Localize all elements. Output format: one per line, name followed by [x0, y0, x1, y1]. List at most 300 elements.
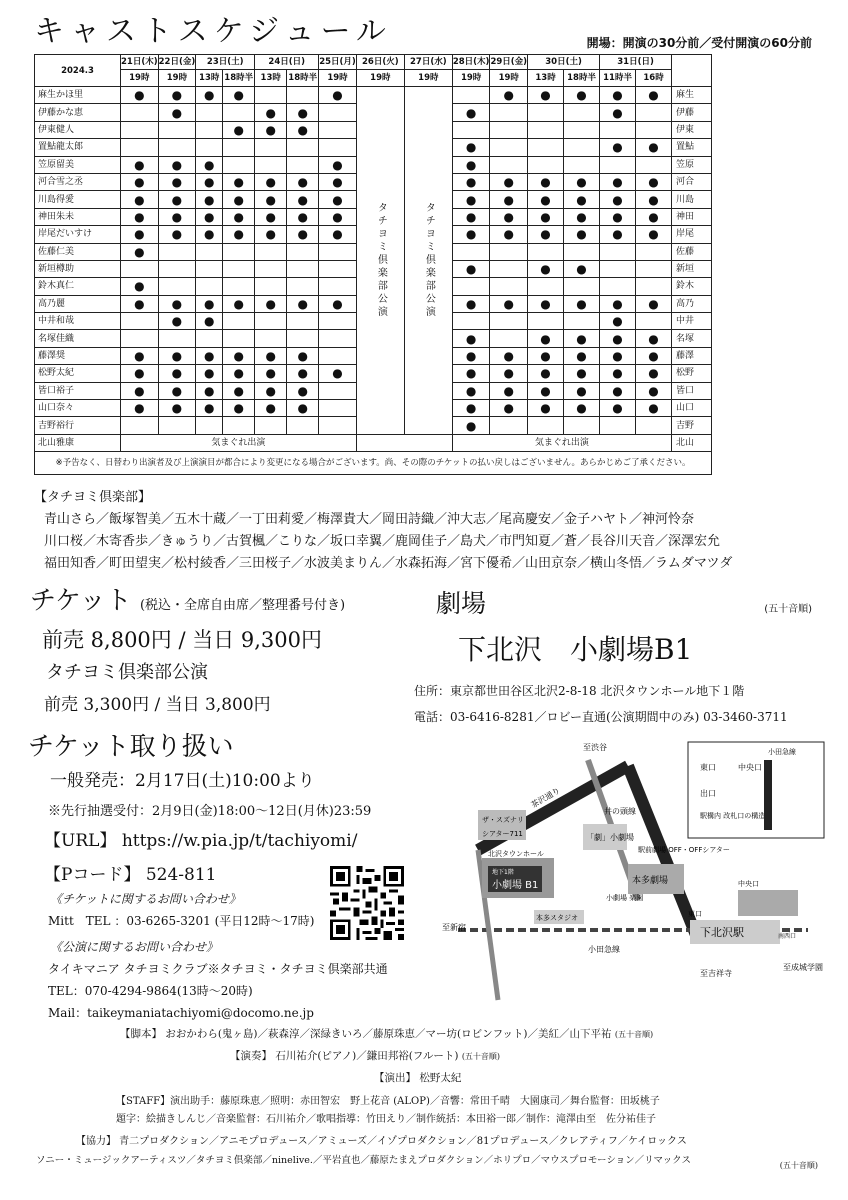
- time-header: 18時半: [287, 70, 319, 87]
- appearance-dot: ●: [319, 156, 357, 173]
- empty-cell: [121, 417, 159, 434]
- appearance-dot: ●: [121, 295, 159, 312]
- cast-schedule-table: [34, 54, 712, 475]
- appearance-dot: ●: [564, 347, 600, 364]
- credit-music: [230, 1048, 500, 1063]
- empty-cell: [490, 260, 528, 277]
- credit-script-note: (五十音順): [614, 1030, 654, 1039]
- cast-short-name: 高乃: [672, 295, 712, 312]
- map-gekishou: 「劇」小劇場: [586, 833, 634, 842]
- empty-cell: [158, 330, 196, 347]
- appearance-dot: ●: [158, 347, 196, 364]
- appearance-dot: ●: [564, 87, 600, 104]
- cast-short-name: 佐藤: [672, 243, 712, 260]
- appearance-dot: ●: [196, 347, 223, 364]
- appearance-dot: ●: [452, 191, 490, 208]
- cast-name: 置鮎龍太郎: [35, 139, 121, 156]
- appearance-dot: ●: [490, 365, 528, 382]
- appearance-dot: ●: [223, 400, 255, 417]
- empty-cell: [600, 156, 636, 173]
- empty-cell: [287, 330, 319, 347]
- presale-lottery: ※先行抽選受付：2月9日(金)18:00～12日(月休)23:59: [48, 804, 372, 819]
- empty-cell: [490, 156, 528, 173]
- empty-cell: [121, 330, 159, 347]
- appearance-dot: ●: [452, 139, 490, 156]
- empty-cell: [196, 260, 223, 277]
- empty-cell: [255, 156, 287, 173]
- empty-cell: [600, 417, 636, 434]
- guest-note: 気まぐれ出演: [121, 434, 357, 451]
- map-to-shinjuku: 至新宿: [442, 923, 466, 932]
- guest-short-name: 北山: [672, 434, 712, 451]
- empty-cell: [600, 243, 636, 260]
- empty-cell: [223, 330, 255, 347]
- map-suzunari: ザ・スズナリ: [482, 816, 524, 824]
- time-header: 19時: [158, 70, 196, 87]
- appearance-dot: ●: [255, 191, 287, 208]
- empty-cell: [452, 87, 490, 104]
- appearance-dot: ●: [528, 226, 564, 243]
- empty-cell: [196, 121, 223, 138]
- appearance-dot: ●: [255, 365, 287, 382]
- appearance-dot: ●: [452, 208, 490, 225]
- map-town-hall: 北沢タウンホール: [488, 850, 544, 858]
- ticket-url-link[interactable]: 【URL】 https://w.pia.jp/t/tachiyomi/: [44, 831, 358, 851]
- appearance-dot: ●: [287, 173, 319, 190]
- credit-staff-2: 題字：絵描きしんじ／音楽監督：石川祐介／歌唱指導：竹田えり／制作統括：本田裕一郎／制作：滝澤由至 佐分祐佳子: [116, 1114, 656, 1125]
- appearance-dot: ●: [121, 382, 159, 399]
- ticket-handling-title: チケット取り扱い: [28, 732, 234, 762]
- empty-cell: [223, 417, 255, 434]
- appearance-dot: ●: [490, 295, 528, 312]
- empty-cell: [528, 278, 564, 295]
- appearance-dot: ●: [564, 173, 600, 190]
- cast-short-name: 松野: [672, 365, 712, 382]
- appearance-dot: ●: [287, 365, 319, 382]
- appearance-dot: ●: [528, 330, 564, 347]
- cast-short-name: 中井: [672, 313, 712, 330]
- club-members-line: 青山さら／飯塚智美／五木十蔵／一丁田莉愛／梅澤貴大／岡田詩織／沖大志／尾高慶安／金子ハヤト／神河怜奈: [44, 512, 695, 527]
- qr-code[interactable]: [330, 866, 404, 940]
- cast-name: 藤澤奨: [35, 347, 121, 364]
- appearance-dot: ●: [600, 173, 636, 190]
- cast-short-name: 置鮎: [672, 139, 712, 156]
- empty-cell: [452, 121, 490, 138]
- map-south-west-exit: 南西口: [778, 933, 797, 940]
- appearance-dot: ●: [158, 104, 196, 121]
- appearance-dot: ●: [452, 347, 490, 364]
- appearance-dot: ●: [196, 156, 223, 173]
- date-header: 31日(日): [600, 55, 672, 70]
- map-to-seijo: 至成城学園: [783, 963, 823, 972]
- appearance-dot: ●: [452, 400, 490, 417]
- time-header: 19時: [356, 70, 404, 87]
- empty-cell: [255, 243, 287, 260]
- club-members-line: 福田知香／町田望実／松村綾香／三田桜子／水波美まりん／水森拓海／宮下優希／山田京奈／横山冬悟／ラムダマツダ: [44, 556, 733, 571]
- empty-cell: [490, 243, 528, 260]
- guest-note: 気まぐれ出演: [452, 434, 671, 451]
- empty-cell: [319, 417, 357, 434]
- map-rakuen: 小劇場 楽園: [606, 894, 644, 902]
- cast-short-name: 岸尾: [672, 226, 712, 243]
- cast-name: 松野太紀: [35, 365, 121, 382]
- appearance-dot: ●: [121, 347, 159, 364]
- appearance-dot: ●: [490, 400, 528, 417]
- appearance-dot: ●: [255, 347, 287, 364]
- appearance-dot: ●: [452, 417, 490, 434]
- appearance-dot: ●: [452, 156, 490, 173]
- appearance-dot: ●: [196, 313, 223, 330]
- appearance-dot: ●: [636, 87, 672, 104]
- empty-cell: [636, 278, 672, 295]
- credit-staff-1: 【STAFF】演出助手：藤原珠恵／照明：赤田智宏 野上花音 (ALOP)／音響：常田千晴 大園康司／舞台監督：田坂桃子: [116, 1096, 660, 1107]
- ticket-title: [30, 580, 345, 617]
- empty-cell: [564, 417, 600, 434]
- theater-heading: 劇場: [436, 589, 487, 618]
- appearance-dot: ●: [121, 226, 159, 243]
- map-central-exit: 中央口: [738, 880, 759, 888]
- date-header: 27日(水): [404, 55, 452, 70]
- empty-cell: [223, 313, 255, 330]
- cast-name: 鈴木真仁: [35, 278, 121, 295]
- cast-name: 名塚佳織: [35, 330, 121, 347]
- theater-phone: 電話：03-6416-8281／ロビー直通(公演期間中のみ) 03-3460-3711: [414, 710, 788, 724]
- ticket-subtitle: (税込・全席自由席／整理番号付き): [139, 598, 346, 613]
- appearance-dot: ●: [636, 365, 672, 382]
- appearance-dot: ●: [452, 104, 490, 121]
- appearance-dot: ●: [490, 382, 528, 399]
- cast-short-name: 山口: [672, 400, 712, 417]
- appearance-dot: ●: [528, 173, 564, 190]
- appearance-dot: ●: [158, 365, 196, 382]
- cast-short-name: 皆口: [672, 382, 712, 399]
- appearance-dot: ●: [636, 330, 672, 347]
- club-performance-cell: タチヨミ倶楽部公演: [404, 87, 452, 435]
- time-header: 18時半: [564, 70, 600, 87]
- cast-name: 高乃麗: [35, 295, 121, 312]
- empty-cell: [121, 260, 159, 277]
- cast-short-name: 鈴木: [672, 278, 712, 295]
- empty-cell: [287, 139, 319, 156]
- appearance-dot: ●: [255, 295, 287, 312]
- empty-cell: [319, 260, 357, 277]
- appearance-dot: ●: [158, 400, 196, 417]
- appearance-dot: ●: [158, 313, 196, 330]
- appearance-dot: ●: [287, 208, 319, 225]
- empty-cell: [287, 313, 319, 330]
- cast-short-name: 麻生: [672, 87, 712, 104]
- appearance-dot: ●: [287, 191, 319, 208]
- appearance-dot: ●: [223, 191, 255, 208]
- appearance-dot: ●: [223, 382, 255, 399]
- appearance-dot: ●: [121, 208, 159, 225]
- empty-cell: [564, 313, 600, 330]
- empty-cell: [319, 347, 357, 364]
- theater-address: 住所：東京都世田谷区北沢2-8-18 北沢タウンホール地下１階: [414, 684, 745, 698]
- appearance-dot: ●: [600, 191, 636, 208]
- map-b1: 小劇場 B1: [492, 880, 539, 891]
- map-inokashira: 井の頭線: [604, 807, 636, 816]
- empty-cell: [452, 243, 490, 260]
- cast-name: 伊東健人: [35, 121, 121, 138]
- appearance-dot: ●: [196, 400, 223, 417]
- show-inquiry-mail[interactable]: Mail：taikeymaniatachiyomi@docomo.ne.jp: [48, 1006, 314, 1020]
- empty-cell: [319, 278, 357, 295]
- appearance-dot: ●: [600, 295, 636, 312]
- empty-cell: [255, 260, 287, 277]
- appearance-dot: ●: [636, 139, 672, 156]
- empty-cell: [490, 278, 528, 295]
- date-header: 26日(火): [356, 55, 404, 70]
- appearance-dot: ●: [255, 173, 287, 190]
- appearance-dot: ●: [600, 365, 636, 382]
- empty-cell: [490, 139, 528, 156]
- appearance-dot: ●: [255, 121, 287, 138]
- p-code: 【Pコード】 524-811: [44, 865, 217, 885]
- time-header: 13時: [255, 70, 287, 87]
- empty-cell: [121, 104, 159, 121]
- map-to-kichijoji: 至吉祥寺: [700, 969, 732, 978]
- empty-cell: [528, 139, 564, 156]
- empty-cell: [255, 278, 287, 295]
- ticket-title-text: チケット: [30, 586, 132, 616]
- empty-cell: [287, 156, 319, 173]
- time-header: 19時: [319, 70, 357, 87]
- schedule-note: ※予告なく、日替わり出演者及び上演演目が都合により変更になる場合がございます。尚、その際のチケットの払い戻しはございません。あらかじめご了承ください。: [35, 452, 712, 475]
- empty-cell: [564, 278, 600, 295]
- appearance-dot: ●: [490, 208, 528, 225]
- appearance-dot: ●: [158, 191, 196, 208]
- appearance-dot: ●: [223, 226, 255, 243]
- appearance-dot: ●: [564, 191, 600, 208]
- cast-name: 麻生かほ里: [35, 87, 121, 104]
- club-members-line: 川口桜／木寄香歩／きゅうり／古賀楓／こりな／坂口幸翼／鹿岡佳子／島犬／市門知夏／蒼／長谷川天音／深澤宏允: [44, 534, 721, 549]
- appearance-dot: ●: [528, 400, 564, 417]
- empty-cell: [255, 313, 287, 330]
- cast-name: 笠原留美: [35, 156, 121, 173]
- map-theater711: シアター711: [482, 830, 523, 838]
- appearance-dot: ●: [158, 382, 196, 399]
- ticket-inquiry-line: Mitt TEL ：03-6265-3201 (平日12時～17時): [48, 914, 315, 928]
- time-header: 18時半: [223, 70, 255, 87]
- empty-cell: [490, 313, 528, 330]
- appearance-dot: ●: [255, 104, 287, 121]
- appearance-dot: ●: [121, 400, 159, 417]
- appearance-dot: ●: [636, 208, 672, 225]
- appearance-dot: ●: [600, 313, 636, 330]
- empty-cell: [528, 313, 564, 330]
- appearance-dot: ●: [158, 208, 196, 225]
- empty-cell: [255, 330, 287, 347]
- map-to-shibuya: 至渋谷: [583, 743, 607, 752]
- cast-short-name: 笠原: [672, 156, 712, 173]
- appearance-dot: ●: [528, 365, 564, 382]
- appearance-dot: ●: [452, 382, 490, 399]
- empty-cell: [528, 417, 564, 434]
- empty-cell: [121, 139, 159, 156]
- appearance-dot: ●: [121, 156, 159, 173]
- appearance-dot: ●: [196, 365, 223, 382]
- appearance-dot: ●: [158, 173, 196, 190]
- appearance-dot: ●: [223, 208, 255, 225]
- appearance-dot: ●: [452, 330, 490, 347]
- station-south-building: [738, 890, 798, 916]
- empty-cell: [528, 104, 564, 121]
- map-station: 下北沢駅: [700, 926, 744, 939]
- cast-name: 佐藤仁美: [35, 243, 121, 260]
- empty-cell: [564, 156, 600, 173]
- appearance-dot: ●: [319, 226, 357, 243]
- empty-cell: [636, 156, 672, 173]
- appearance-dot: ●: [452, 260, 490, 277]
- appearance-dot: ●: [158, 87, 196, 104]
- empty-cell: [564, 104, 600, 121]
- appearance-dot: ●: [196, 191, 223, 208]
- page-title: キャストスケジュール: [34, 14, 392, 49]
- credit-music-text: 【演奏】 石川祐介(ピアノ)／鎌田邦裕(フルート): [230, 1050, 459, 1062]
- time-header: 11時半: [600, 70, 636, 87]
- empty-cell: [158, 417, 196, 434]
- empty-cell: [636, 121, 672, 138]
- appearance-dot: ●: [196, 295, 223, 312]
- appearance-dot: ●: [121, 173, 159, 190]
- date-header: 21日(木): [121, 55, 159, 70]
- empty-cell: [121, 313, 159, 330]
- empty-cell: [196, 243, 223, 260]
- appearance-dot: ●: [600, 347, 636, 364]
- empty-cell: [196, 417, 223, 434]
- appearance-dot: ●: [490, 347, 528, 364]
- appearance-dot: ●: [490, 226, 528, 243]
- empty-cell: [196, 330, 223, 347]
- appearance-dot: ●: [255, 400, 287, 417]
- appearance-dot: ●: [158, 156, 196, 173]
- appearance-dot: ●: [158, 295, 196, 312]
- price-main: 前売 8,800円 / 当日 9,300円: [42, 628, 323, 652]
- appearance-dot: ●: [196, 226, 223, 243]
- appearance-dot: ●: [121, 243, 159, 260]
- appearance-dot: ●: [600, 400, 636, 417]
- cast-short-name: 河合: [672, 173, 712, 190]
- inset-east: 東口: [700, 763, 716, 772]
- appearance-dot: ●: [636, 400, 672, 417]
- empty-cell: [287, 417, 319, 434]
- empty-cell: [636, 260, 672, 277]
- appearance-dot: ●: [636, 173, 672, 190]
- time-header: 19時: [490, 70, 528, 87]
- credit-cooperation-note: (五十音順): [779, 1161, 818, 1170]
- empty-cell: [223, 104, 255, 121]
- appearance-dot: ●: [636, 382, 672, 399]
- date-header: 30日(土): [528, 55, 600, 70]
- appearance-dot: ●: [223, 121, 255, 138]
- date-header: 25日(月): [319, 55, 357, 70]
- appearance-dot: ●: [287, 121, 319, 138]
- club-performance-cell: タチヨミ倶楽部公演: [356, 87, 404, 435]
- appearance-dot: ●: [636, 347, 672, 364]
- club-performance-label: タチヨミ倶楽部公演: [46, 662, 208, 683]
- appearance-dot: ●: [564, 260, 600, 277]
- general-sale: 一般発売：2月17日(土)10:00より: [50, 771, 315, 791]
- map-b1-floor: 地下1階: [492, 869, 514, 876]
- appearance-dot: ●: [600, 139, 636, 156]
- show-inquiry-heading: 《公演に関するお問い合わせ》: [50, 940, 219, 954]
- empty-cell: [528, 156, 564, 173]
- empty-cell: [319, 330, 357, 347]
- ticket-inquiry-heading: 《チケットに関するお問い合わせ》: [50, 892, 241, 906]
- time-header: 13時: [196, 70, 223, 87]
- appearance-dot: ●: [287, 226, 319, 243]
- appearance-dot: ●: [564, 330, 600, 347]
- appearance-dot: ●: [600, 87, 636, 104]
- empty-cell: [255, 139, 287, 156]
- empty-cell: [490, 330, 528, 347]
- date-header: 22日(金): [158, 55, 196, 70]
- appearance-dot: ●: [490, 173, 528, 190]
- empty-cell: [287, 278, 319, 295]
- appearance-dot: ●: [319, 173, 357, 190]
- appearance-dot: ●: [452, 365, 490, 382]
- cast-short-name: 藤澤: [672, 347, 712, 364]
- credit-director: 【演出】 松野太紀: [374, 1072, 462, 1084]
- appearance-dot: ●: [223, 365, 255, 382]
- empty-cell: [158, 243, 196, 260]
- cast-name: 神田朱未: [35, 208, 121, 225]
- appearance-dot: ●: [223, 87, 255, 104]
- cast-name: 中井和哉: [35, 313, 121, 330]
- credit-script: [120, 1026, 653, 1041]
- credit-cooperation-2: ソニー・ミュージックアーティスツ／タチヨミ倶楽部／ninelive.／平岩直也／藤原たまえプロダクション／ホリプロ／マウスプロモーション／リマックス: [36, 1155, 691, 1166]
- empty-cell: [490, 104, 528, 121]
- appearance-dot: ●: [196, 382, 223, 399]
- credit-script-text: 【脚本】 おおかわら(鬼ヶ島)／萩森淳／深緑きいろ／藤原珠恵／マー坊(ロビンフット)／美紅／山下平祐: [120, 1028, 612, 1040]
- empty-cell: [255, 87, 287, 104]
- appearance-dot: ●: [528, 260, 564, 277]
- appearance-dot: ●: [600, 330, 636, 347]
- show-inquiry-tel: TEL：070-4294-9864(13時～20時): [48, 984, 253, 998]
- empty-cell: [319, 400, 357, 417]
- appearance-dot: ●: [287, 400, 319, 417]
- appearance-dot: ●: [636, 191, 672, 208]
- appearance-dot: ●: [255, 382, 287, 399]
- appearance-dot: ●: [528, 347, 564, 364]
- appearance-dot: ●: [223, 173, 255, 190]
- empty-cell: [319, 313, 357, 330]
- cast-short-name: 川島: [672, 191, 712, 208]
- empty-cell: [319, 104, 357, 121]
- empty-cell: [564, 121, 600, 138]
- time-header: 19時: [121, 70, 159, 87]
- inset-central: 中央口: [738, 763, 762, 772]
- appearance-dot: ●: [636, 226, 672, 243]
- appearance-dot: ●: [564, 365, 600, 382]
- empty-cell: [528, 243, 564, 260]
- time-header: 13時: [528, 70, 564, 87]
- appearance-dot: ●: [564, 400, 600, 417]
- empty-cell: [452, 278, 490, 295]
- empty-cell: [223, 139, 255, 156]
- map-ekimae: 駅前劇場 OFF・OFFシアター: [638, 846, 730, 854]
- appearance-dot: ●: [490, 191, 528, 208]
- cast-row: [35, 87, 712, 104]
- venue-note: 開場：開演の30分前／受付開演の60分前: [586, 36, 812, 50]
- empty-cell: [636, 313, 672, 330]
- empty-cell: [196, 104, 223, 121]
- empty-cell: [287, 87, 319, 104]
- appearance-dot: ●: [564, 295, 600, 312]
- appearance-dot: ●: [600, 208, 636, 225]
- appearance-dot: ●: [121, 87, 159, 104]
